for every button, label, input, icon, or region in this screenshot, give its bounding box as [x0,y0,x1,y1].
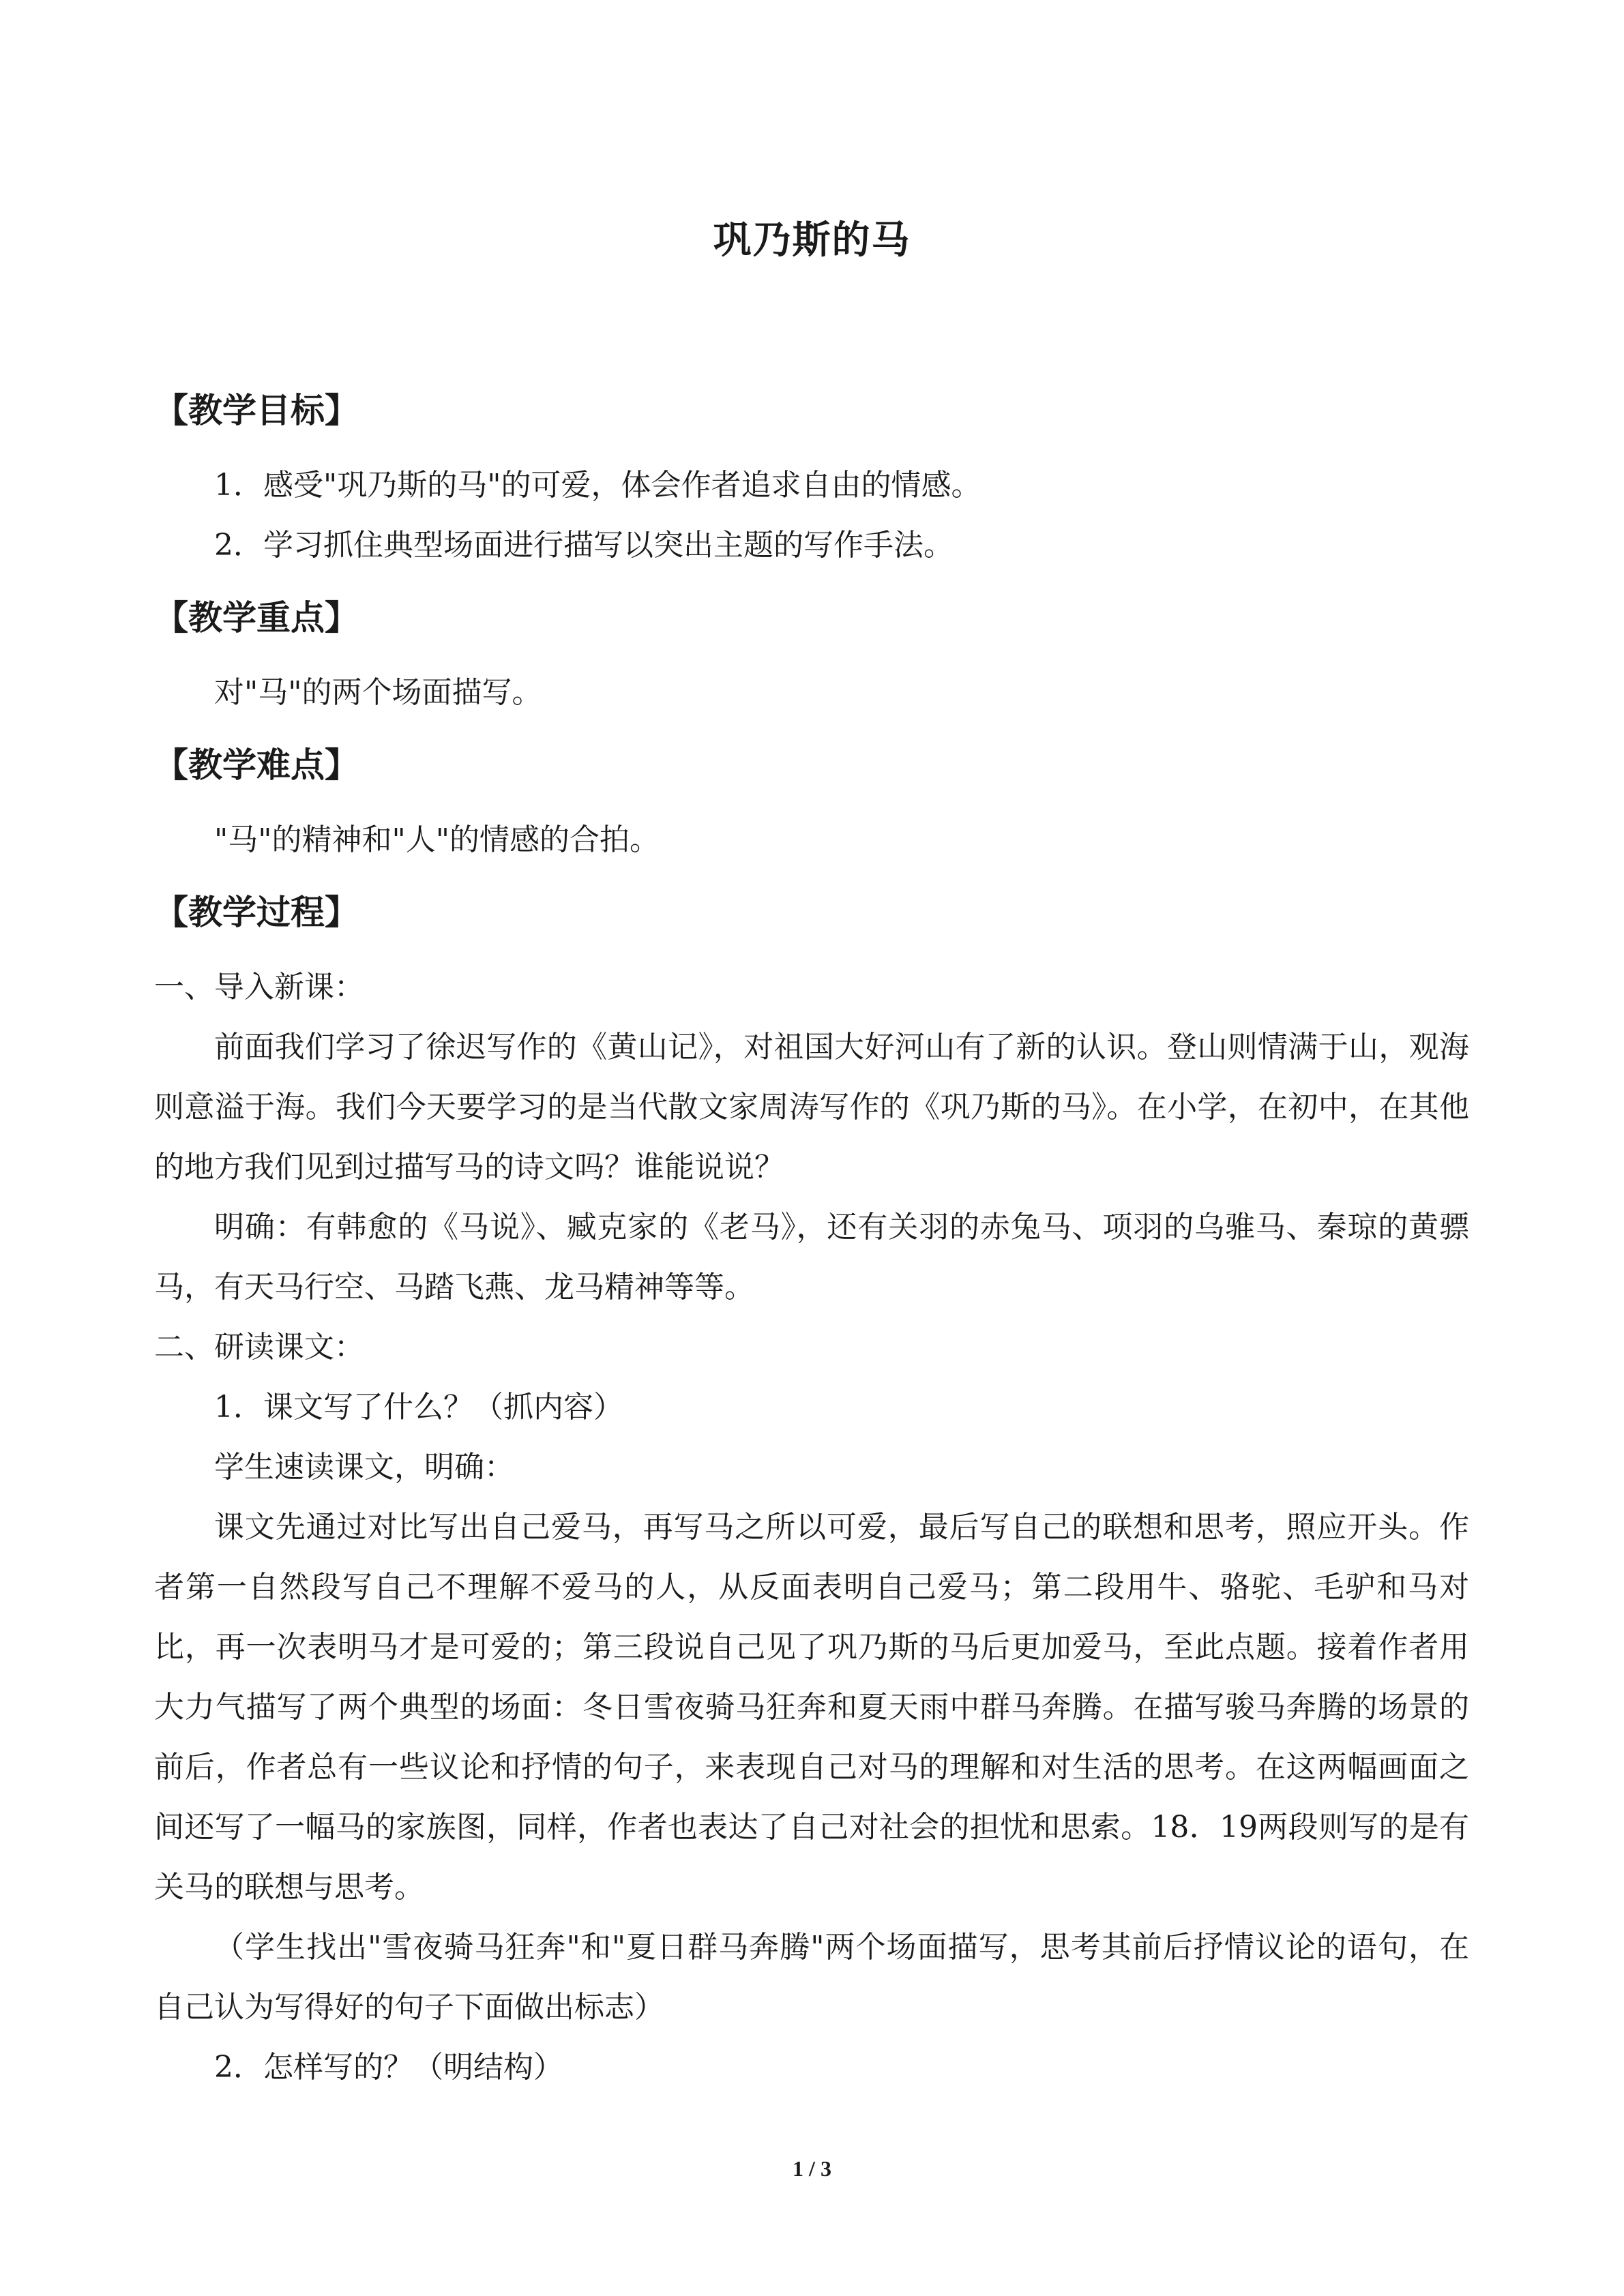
heading-key-points: 【教学重点】 [154,598,359,638]
heading-teaching-goals: 【教学目标】 [154,391,359,430]
page-number: 1 / 3 [793,2156,831,2181]
process-part2-paragraph-1: 学生速读课文，明确： [214,1450,514,1485]
goal-item-2: 2．学习抓住典型场面进行描写以突出主题的写作手法。 [214,528,954,563]
difficulties-text: "马"的精神和"人"的情感的合拍。 [214,822,660,857]
heading-teaching-process: 【教学过程】 [154,893,359,932]
process-part1-label: 一、导入新课： [154,970,364,1004]
process-part2-question-1: 1．课文写了什么？（抓内容） [214,1390,623,1425]
process-part1-paragraph-2: 明确：有韩愈的《马说》、臧克家的《老马》，还有关羽的赤兔马、项羽的乌骓马、秦琼的黄骠马，有天马行空、马踏飞燕、龙马精神等等。 [154,1210,1469,1304]
page-title: 巩乃斯的马 [713,218,911,263]
key-points-text: 对"马"的两个场面描写。 [214,675,542,710]
goal-item-1: 1．感受"巩乃斯的马"的可爱，体会作者追求自由的情感。 [214,468,981,503]
document-body [154,386,1469,2098]
process-part2-paragraph-3: （学生找出"雪夜骑马狂奔"和"夏日群马奔腾"两个场面描写，思考其前后抒情议论的语句，在自己认为写得好的句子下面做出标志） [154,1930,1469,2025]
process-part2-label: 二、研读课文： [154,1330,364,1365]
heading-difficulties: 【教学难点】 [154,745,359,785]
process-part2-question-2: 2．怎样写的？（明结构） [214,2050,563,2085]
process-part1-paragraph-1: 前面我们学习了徐迟写作的《黄山记》，对祖国大好河山有了新的认识。登山则情满于山，观海则意溢于海。我们今天要学习的是当代散文家周涛写作的《巩乃斯的马》。在小学，在初中，在其他的地方我们见到过描写马的诗文吗？谁能说说？ [154,1030,1469,1184]
process-part2-paragraph-2: 课文先通过对比写出自己爱马，再写马之所以可爱，最后写自己的联想和思考，照应开头。作者第一自然段写自己不理解不爱马的人，从反面表明自己爱马；第二段用牛、骆驼、毛驴和马对比，再一次表明马才是可爱的；第三段说自己见了巩乃斯的马后更加爱马，至此点题。接着作者用大力气描写了两个典型的场面：冬日雪夜骑马狂奔和夏天雨中群马奔腾。在描写骏马奔腾的场景的前后，作者总有一些议论和抒情的句子，来表现自己对马的理解和对生活的思考。在这两幅画面之间还写了一幅马的家族图，同样，作者也表达了自己对社会的担忧和思索。18．19两段则写的是有关马的联想与思考。 [154,1510,1469,1905]
